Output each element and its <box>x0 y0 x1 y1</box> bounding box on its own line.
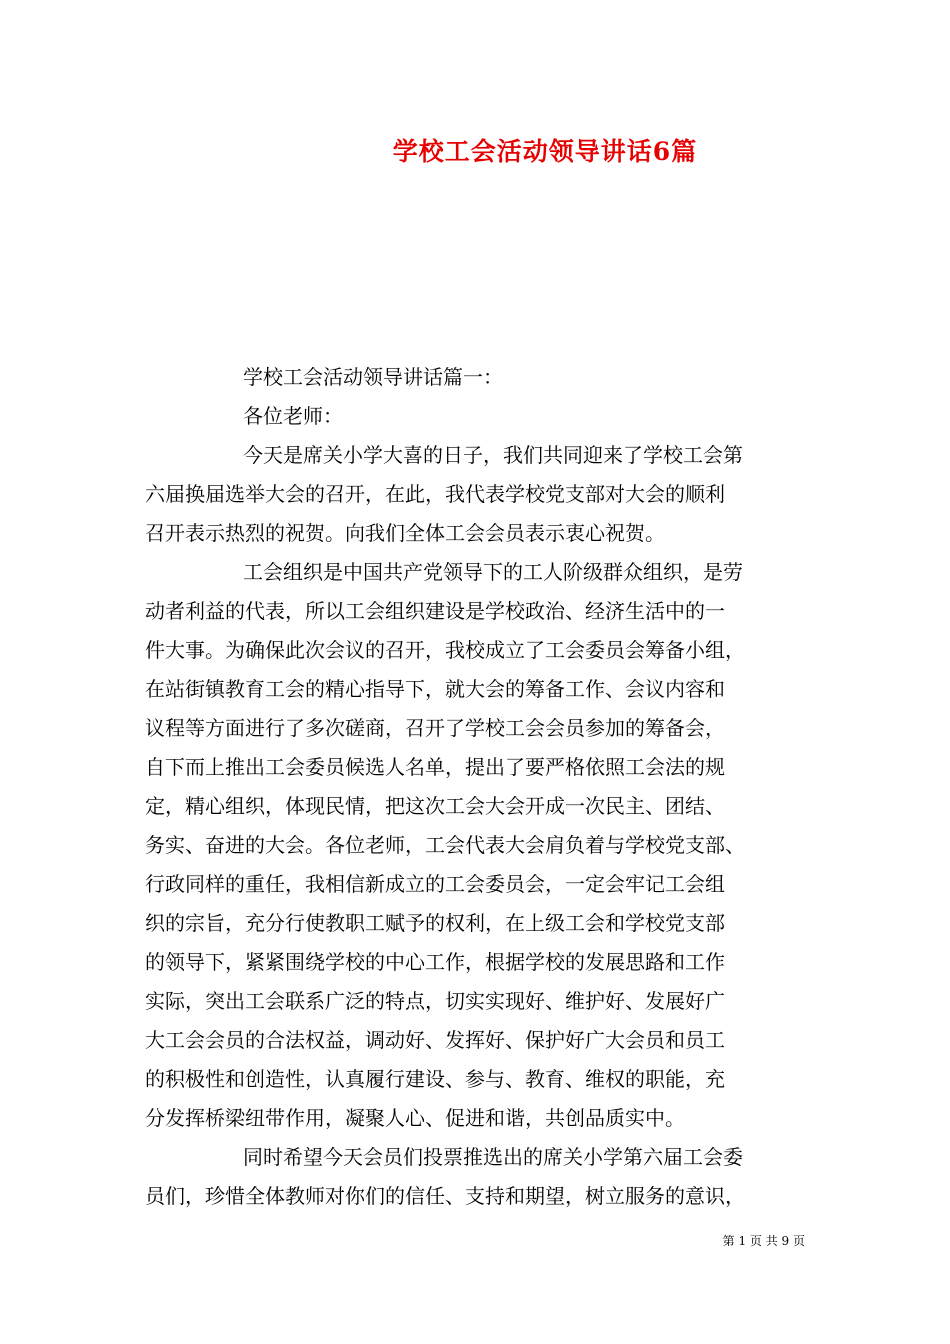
paragraph-line: 实际，突出工会联系广泛的特点，切实实现好、维护好、发展好广 <box>145 989 725 1013</box>
paragraph-line: 议程等方面进行了多次磋商，召开了学校工会会员参加的筹备会， <box>145 716 725 740</box>
page-number: 第 1 页 共 9 页 <box>722 1234 805 1248</box>
paragraph-line: 行政同样的重任，我相信新成立的工会委员会，一定会牢记工会组 <box>145 872 725 896</box>
paragraph-line: 大工会会员的合法权益，调动好、发挥好、保护好广大会员和员工 <box>145 1028 725 1052</box>
paragraph-line: 分发挥桥梁纽带作用，凝聚人心、促进和谐，共创品质实中。 <box>145 1106 685 1130</box>
paragraph-line: 六届换届选举大会的召开，在此，我代表学校党支部对大会的顺利 <box>145 482 725 506</box>
section-heading: 学校工会活动领导讲话篇一： <box>243 365 503 389</box>
paragraph-line: 织的宗旨，充分行使教职工赋予的权利，在上级工会和学校党支部 <box>145 911 725 935</box>
paragraph-line: 员们，珍惜全体教师对你们的信任、支持和期望，树立服务的意识， <box>145 1184 745 1208</box>
paragraph-line: 同时希望今天会员们投票推选出的席关小学第六届工会委 <box>243 1145 743 1169</box>
paragraph-line: 工会组织是中国共产党领导下的工人阶级群众组织，是劳 <box>243 560 743 584</box>
paragraph-line: 务实、奋进的大会。各位老师，工会代表大会肩负着与学校党支部、 <box>145 833 745 857</box>
paragraph-line: 的领导下，紧紧围绕学校的中心工作，根据学校的发展思路和工作 <box>145 950 725 974</box>
paragraph-line: 的积极性和创造性，认真履行建设、参与、教育、维权的职能，充 <box>145 1067 725 1091</box>
paragraph-line: 今天是席关小学大喜的日子，我们共同迎来了学校工会第 <box>243 443 743 467</box>
paragraph-line: 件大事。为确保此次会议的召开，我校成立了工会委员会筹备小组， <box>145 638 745 662</box>
salutation: 各位老师： <box>243 404 343 428</box>
document-title: 学校工会活动领导讲话6篇 <box>392 137 698 166</box>
paragraph-line: 动者利益的代表，所以工会组织建设是学校政治、经济生活中的一 <box>145 599 725 623</box>
document-body <box>145 358 810 1216</box>
paragraph-line: 召开表示热烈的祝贺。向我们全体工会会员表示衷心祝贺。 <box>145 521 665 545</box>
paragraph-line: 在站街镇教育工会的精心指导下，就大会的筹备工作、会议内容和 <box>145 677 725 701</box>
paragraph-line: 自下而上推出工会委员候选人名单，提出了要严格依照工会法的规 <box>145 755 725 779</box>
paragraph-line: 定，精心组织，体现民情，把这次工会大会开成一次民主、团结、 <box>145 794 725 818</box>
